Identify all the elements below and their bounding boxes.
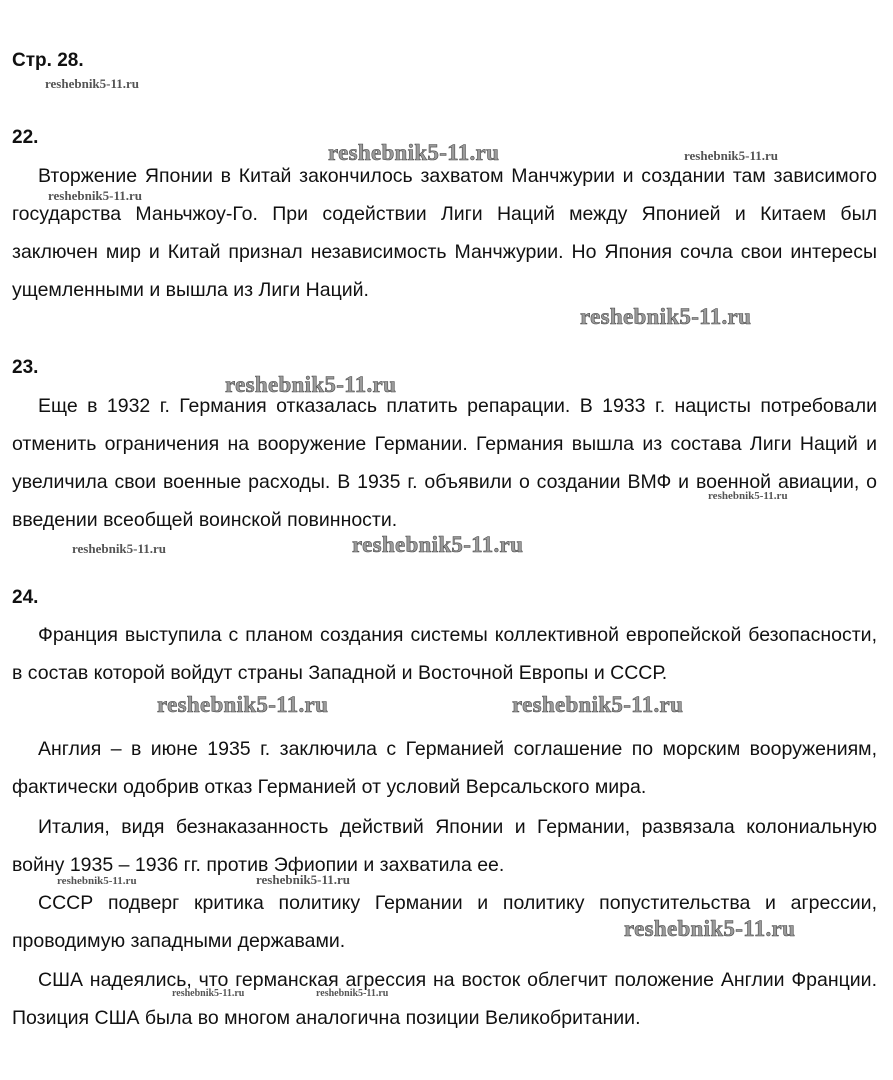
section-24-paragraph-italy: Италия, видя безнаказанность действий Японии и Германии, развязала колониальную войну 1935 – 1936 гг. против Эфиопии и захватила ее.: [12, 816, 877, 876]
watermark: reshebnik5-11.ru: [624, 916, 796, 941]
section-22-paragraph: Вторжение Японии в Китай закончилось захватом Манчжурии и создании там зависимого государства Маньчжоу-Го. При содействии Лиги Наций между Японией и Китаем был заключен мир и Китай признал независимость Манчжурии. Но Япония сочла свои интересы ущемленными и вышла из Лиги Наций.: [12, 165, 877, 301]
watermark: reshebnik5-11.ru: [57, 875, 137, 887]
section-24-paragraph-ussr: СССР подверг критика политику Германии и политику попустительства и агрессии, проводимую западными державами.: [12, 892, 877, 952]
watermark: reshebnik5-11.ru: [172, 988, 245, 999]
watermark: reshebnik5-11.ru: [72, 541, 167, 556]
section-22-number: 22.: [12, 127, 39, 148]
page-label: Стр. 28.: [12, 50, 84, 71]
watermark: reshebnik5-11.ru: [157, 692, 329, 717]
watermark: reshebnik5-11.ru: [328, 140, 500, 165]
watermark: reshebnik5-11.ru: [48, 188, 143, 203]
watermark: reshebnik5-11.ru: [45, 76, 140, 91]
section-23-number: 23.: [12, 357, 39, 378]
section-24-paragraph-usa: США надеялись, что германская агрессия на восток облегчит положение Англии Франции. Позиция США была во многом аналогична позиции Великобритании.: [12, 969, 877, 1029]
watermark: reshebnik5-11.ru: [316, 988, 389, 999]
watermark: reshebnik5-11.ru: [352, 532, 524, 557]
section-24-paragraph-france: Франция выступила с планом создания системы коллективной европейской безопасности, в состав которой войдут страны Западной и Восточной Европы и СССР.: [12, 624, 877, 684]
section-24-number: 24.: [12, 587, 39, 608]
section-23-paragraph: Еще в 1932 г. Германия отказалась платить репарации. В 1933 г. нацисты потребовали отменить ограничения на вооружение Германии. Германия вышла из состава Лиги Наций и увеличила свои военные расходы. В 1935 г. объявили о создании ВМФ и военной авиации, о введении всеобщей воинской повинности.: [12, 395, 877, 531]
watermark: reshebnik5-11.ru: [225, 372, 397, 397]
watermark: reshebnik5-11.ru: [708, 490, 788, 502]
watermark: reshebnik5-11.ru: [512, 692, 684, 717]
watermark: reshebnik5-11.ru: [684, 148, 779, 163]
section-24-paragraph-england: Англия – в июне 1935 г. заключила с Германией соглашение по морским вооружениям, фактически одобрив отказ Германией от условий Версальского мира.: [12, 738, 877, 798]
watermark: reshebnik5-11.ru: [580, 304, 752, 329]
watermark: reshebnik5-11.ru: [256, 872, 351, 887]
